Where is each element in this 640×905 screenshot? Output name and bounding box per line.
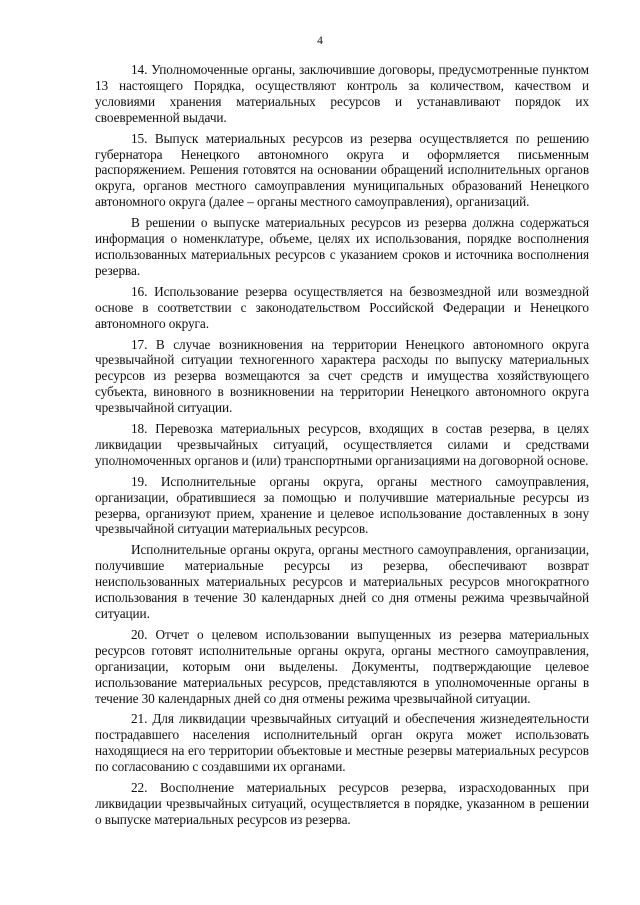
paragraph-19: 19. Исполнительные органы округа, органы местного самоуправления, организации, обратившиеся за помощью и получившие материальные ресурсы из резерва, организуют прием, хранение и целевое использование доставленных в зону чрезвычайной ситуации материальных ресурсов. bbox=[95, 473, 589, 537]
paragraph-19-return: Исполнительные органы округа, органы местного самоуправления, организации, получившие материальные ресурсы из резерва, обеспечивают возврат неиспользованных материальных ресурсов и материальных ресурсов многократного использования в течение 30 календарных дней со дня отмены режима чрезвычайной ситуации. bbox=[95, 542, 589, 621]
paragraph-21: 21. Для ликвидации чрезвычайных ситуаций и обеспечения жизнедеятельности пострадавшего населения исполнительный орган округа может использовать находящиеся на его территории объектовые и местные резервы материальных ресурсов по согласованию с создавшими их органами. bbox=[95, 711, 589, 775]
paragraph-20: 20. Отчет о целевом использовании выпущенных из резерва материальных ресурсов готовят исполнительные органы округа, органы местного самоуправления, организации, которым они выделены. Документы, подтверждающие целевое использование материальных ресурсов, представляются в уполномоченные органы в течение 30 календарных дней со дня отмены режима чрезвычайной ситуации. bbox=[95, 626, 589, 706]
paragraph-18: 18. Перевозка материальных ресурсов, входящих в состав резерва, в целях ликвидации чрезвычайных ситуаций, осуществляется силами и средствами уполномоченных органов и (или) транспортными организациями на договорной основе. bbox=[95, 421, 589, 468]
paragraph-16: 16. Использование резерва осуществляется на безвозмездной или возмездной основе в соответствии с законодательством Российской Федерации и Ненецкого автономного округа. bbox=[95, 283, 589, 331]
paragraph-22: 22. Восполнение материальных ресурсов резерва, израсходованных при ликвидации чрезвычайных ситуаций, осуществляется в порядке, указанном в решении о выпуске материальных ресурсов из резерва. bbox=[95, 780, 589, 827]
paragraph-15-release-decision: В решении о выпуске материальных ресурсов из резерва должна содержаться информация о номенклатуре, объеме, целях их использования, порядке восполнения использованных материальных ресурсов с указанием сроков и источника восполнения резерва. bbox=[95, 215, 589, 278]
page-number: 4 bbox=[317, 35, 323, 47]
paragraph-14: 14. Уполномоченные органы, заключившие договоры, предусмотренные пунктом 13 настоящего Порядка, осуществляют контроль за количеством, качеством и условиями хранения материальных ресурсов и устанавливают порядок их своевременной выдачи. bbox=[95, 62, 589, 125]
document-body bbox=[95, 62, 589, 833]
paragraph-17: 17. В случае возникновения на территории Ненецкого автономного округа чрезвычайной ситуации техногенного характера расходы по выпуску материальных ресурсов из резерва возмещаются за счет средств и имущества хозяйствующего субъекта, виновного в возникновении на территории Ненецкого автономного округа чрезвычайной ситуации. bbox=[95, 336, 589, 416]
paragraph-15: 15. Выпуск материальных ресурсов из резерва осуществляется по решению губернатора Ненецкого автономного округа и оформляется письменным распоряжением. Решения готовятся на основании обращений исполнительных органов округа, органов местного самоуправления муниципальных образований Ненецкого автономного округа (далее – органы местного самоуправления), организаций. bbox=[95, 130, 589, 210]
